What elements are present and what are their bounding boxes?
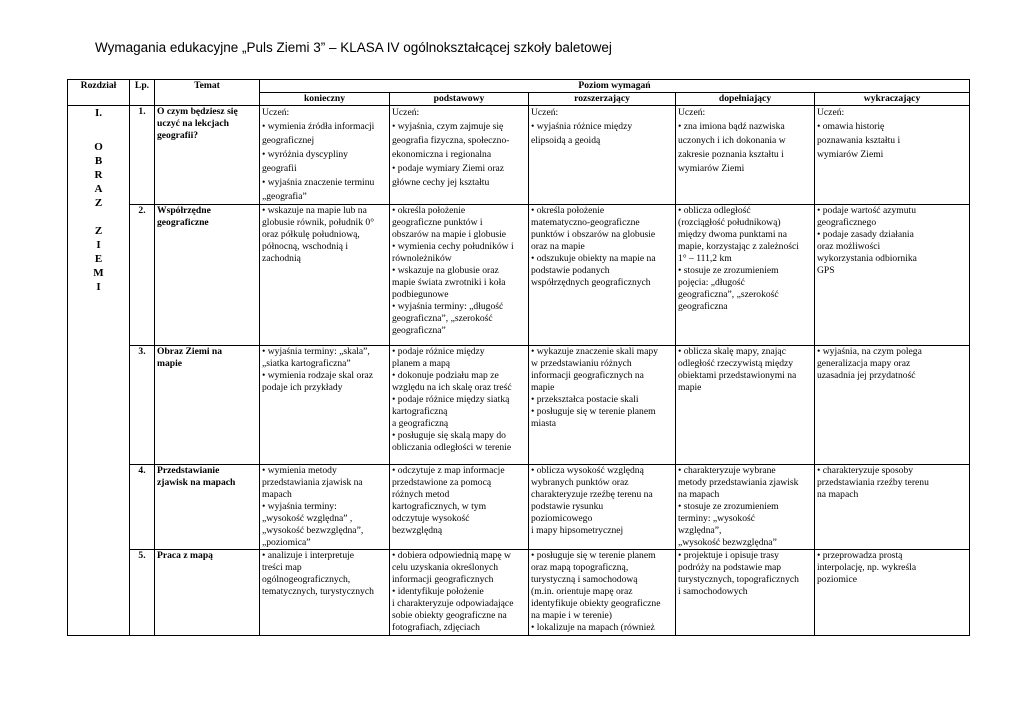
requirement-line: i samochodowych — [678, 586, 748, 597]
requirement-line: na mapach — [817, 489, 859, 500]
chapter-letter: I — [96, 281, 101, 293]
topic-line: geografii? — [157, 130, 199, 141]
requirement-cell-wykraczajacy — [815, 550, 970, 636]
requirement-line: • oblicza odległość — [678, 205, 751, 216]
requirement-line: i mapy hipsometrycznej — [531, 525, 624, 536]
requirement-line: elipsoidą a geoidą — [531, 135, 601, 146]
requirement-line: ogólnogeograficznych, — [262, 574, 351, 585]
chapter-letter: Z — [94, 197, 103, 209]
topic-line: Przedstawianie — [157, 465, 220, 476]
table-row — [68, 205, 970, 346]
requirement-cell-wykraczajacy — [815, 346, 970, 465]
requirement-line: • lokalizuje na mapach (również — [531, 622, 655, 633]
requirement-line: oraz możliwości — [817, 241, 881, 252]
requirement-line: • odszukuje obiekty na mapie na — [531, 253, 656, 264]
requirement-line: geografia fizyczna, społeczno- — [392, 135, 510, 146]
chapter-letter: Z — [94, 225, 103, 237]
header-level-podstawowy: podstawowy — [390, 93, 529, 106]
requirement-line: • posługuje się w terenie planem — [531, 550, 656, 561]
requirement-line: poziomicowego — [531, 513, 593, 524]
requirement-line: główne cechy jej kształtu — [392, 177, 490, 188]
requirement-line: kartograficznych, w tym — [392, 501, 487, 512]
table-row — [68, 106, 970, 205]
lesson-number: 3. — [130, 346, 155, 465]
lesson-topic — [155, 550, 260, 636]
requirement-line: przedstawione za pomocą — [392, 477, 492, 488]
requirement-line: • oblicza skalę mapy, znając — [678, 346, 786, 357]
topic-line: Współrzędne — [157, 205, 211, 216]
requirement-line: • wyjaśnia terminy: „długość — [392, 301, 504, 312]
chapter-letter: A — [94, 183, 103, 195]
requirement-line: „siatka kartograficzna” — [262, 358, 351, 369]
requirement-line: • wymienia metody — [262, 465, 337, 476]
requirement-line: mapie — [678, 382, 702, 393]
requirement-line: „wysokość bezwzględna”, — [262, 525, 364, 536]
requirement-line: • dokonuje podziału map ze — [392, 370, 499, 381]
requirement-line: przedstawiania zjawisk na — [262, 477, 363, 488]
requirement-line: celu uzyskania określonych — [392, 562, 499, 573]
header-level-dopelniajacy: dopełniający — [676, 93, 815, 106]
header-level-wykraczajacy: wykraczający — [815, 93, 970, 106]
requirement-line: • określa położenie — [392, 205, 466, 216]
requirement-line: między dwoma punktami na — [678, 229, 787, 240]
requirement-line: • identyfikuje położenie — [392, 586, 484, 597]
requirement-line: na mapie i w terenie) — [531, 610, 612, 621]
requirement-line: • wyjaśnia terminy: „skala”, — [262, 346, 370, 357]
requirement-line: podstawie rysunku — [531, 501, 604, 512]
header-level-konieczny: konieczny — [260, 93, 390, 106]
requirement-cell-rozszerzajacy — [529, 346, 676, 465]
requirement-line: geograficzna”, „szerokość — [392, 313, 493, 324]
requirement-line: geograficzna”, „szerokość — [678, 289, 779, 300]
requirement-line: geograficzne punktów i — [392, 217, 483, 228]
requirement-line: mapie świata zwrotniki i koła — [392, 277, 506, 288]
lesson-topic — [155, 205, 260, 346]
requirement-line: • wskazuje na globusie oraz — [392, 265, 499, 276]
requirement-line: • projektuje i opisuje trasy — [678, 550, 779, 561]
requirement-line: wybranych punktów oraz — [531, 477, 629, 488]
requirement-line: względna”, — [678, 525, 722, 536]
requirement-cell-podstawowy — [390, 205, 529, 346]
page-title: Wymagania edukacyjne „Puls Ziemi 3” – KLASA IV ogólnokształcącej szkoły baletowej — [95, 40, 612, 55]
requirement-line: zakresie poznania kształtu i — [678, 149, 784, 160]
requirement-line: wymiarów Ziemi — [678, 163, 745, 174]
requirement-cell-wykraczajacy — [815, 205, 970, 346]
header-topic: Temat — [155, 80, 260, 106]
requirement-line: geograficzna” — [392, 325, 446, 336]
requirement-line: • wymienia cechy południków i — [392, 241, 514, 252]
requirement-line: identyfikuje obiekty geograficzne — [531, 598, 661, 609]
lesson-topic — [155, 465, 260, 550]
requirement-line: • analizuje i interpretuje — [262, 550, 355, 561]
requirement-cell-konieczny — [260, 550, 390, 636]
requirement-line: • wyjaśnia terminy: — [262, 501, 337, 512]
requirement-line: podstawie podanych — [531, 265, 610, 276]
requirement-line: podróży na podstawie map — [678, 562, 782, 573]
requirement-line: charakteryzuje rzeźbę terenu na — [531, 489, 653, 500]
requirement-cell-podstawowy — [390, 346, 529, 465]
topic-line: uczyć na lekcjach — [157, 118, 229, 129]
requirement-line: obszarów na mapie i globusie — [392, 229, 507, 240]
topic-line: zjawisk na mapach — [157, 477, 236, 488]
requirement-line: oraz na mapie — [531, 241, 585, 252]
requirement-cell-podstawowy — [390, 550, 529, 636]
requirement-line: na mapach — [678, 489, 720, 500]
requirement-line: względu na ich skalę oraz treść — [392, 382, 512, 393]
requirement-line: obliczania odległości w terenie — [392, 442, 512, 453]
requirement-line: uzasadnia jej przydatność — [817, 370, 916, 381]
lesson-number: 5. — [130, 550, 155, 636]
requirement-line: • podaje wymiary Ziemi oraz — [392, 163, 505, 174]
requirement-line: matematyczno-geograficzne — [531, 217, 640, 228]
topic-line: mapie — [157, 358, 183, 369]
requirement-line: treści map — [262, 562, 302, 573]
requirement-line: podaje ich przykłady — [262, 382, 343, 393]
requirement-line: • wskazuje na mapie lub na — [262, 205, 367, 216]
requirement-line: terminy: „wysokość — [678, 513, 756, 524]
requirement-line: • omawia historię — [817, 121, 885, 132]
table-row — [68, 465, 970, 550]
requirement-line: • posługuje się skalą mapy do — [392, 430, 506, 441]
chapter-letter: R — [94, 169, 103, 181]
requirement-line: a geograficzną — [392, 418, 449, 429]
chapter-letter: E — [94, 253, 103, 265]
requirement-line: • wyjaśnia różnice między — [531, 121, 633, 132]
requirement-line: generalizacja mapy oraz — [817, 358, 911, 369]
table-row — [68, 346, 970, 465]
requirement-line: obiektami przedstawionymi na — [678, 370, 797, 381]
requirement-cell-wykraczajacy — [815, 465, 970, 550]
topic-line: geograficzne — [157, 217, 209, 228]
header-chapter: Rozdział — [68, 80, 130, 106]
requirement-line: wykorzystania odbiornika — [817, 253, 917, 264]
requirement-line: różnych metod — [392, 489, 450, 500]
requirement-line: • podaje różnice między siatką — [392, 394, 510, 405]
requirement-cell-podstawowy — [390, 106, 529, 205]
requirement-line: w przedstawianiu różnych — [531, 358, 632, 369]
requirement-line: • przekształca postacie skali — [531, 394, 639, 405]
requirement-line: poznawania kształtu i — [817, 135, 901, 146]
requirement-line: równoleżników — [392, 253, 452, 264]
requirement-cell-konieczny — [260, 346, 390, 465]
header-level-rozszerzajacy: rozszerzający — [529, 93, 676, 106]
requirement-line: geograficznego — [817, 217, 877, 228]
requirement-cell-konieczny — [260, 106, 390, 205]
requirement-line: turystyczną i samochodową — [531, 574, 638, 585]
requirement-line: planem a mapą — [392, 358, 451, 369]
requirement-line: miasta — [531, 418, 557, 429]
header-lp: Lp. — [130, 80, 155, 106]
requirement-line: • wyjaśnia, czym zajmuje się — [392, 121, 504, 132]
requirement-line: geograficzna — [678, 301, 728, 312]
requirement-line: • określa położenie — [531, 205, 605, 216]
requirement-line: Uczeń: — [262, 107, 290, 118]
requirement-line: turystycznych, topograficznych — [678, 574, 799, 585]
requirement-line: informacji geograficznych na — [531, 370, 644, 381]
requirement-line: ekonomiczna i regionalna — [392, 149, 492, 160]
requirement-line: uczonych i ich dokonania w — [678, 135, 786, 146]
requirement-line: • odczytuje z map informacje — [392, 465, 505, 476]
lesson-number: 2. — [130, 205, 155, 346]
table-row — [68, 550, 970, 636]
requirement-cell-rozszerzajacy — [529, 550, 676, 636]
topic-line: Obraz Ziemi na — [157, 346, 223, 357]
requirements-table — [67, 79, 970, 636]
requirement-line: • posługuje się w terenie planem — [531, 406, 656, 417]
requirement-line: Uczeń: — [531, 107, 559, 118]
requirement-line: oraz mapą topograficzną, — [531, 562, 629, 573]
requirement-line: • wyróżnia dyscypliny — [262, 149, 348, 160]
header-levels-group: Poziom wymagań — [260, 80, 970, 93]
requirement-line: Uczeń: — [392, 107, 420, 118]
requirement-cell-podstawowy — [390, 465, 529, 550]
requirement-line: (rozciągłość południkową) — [678, 217, 781, 228]
requirement-line: podbiegunowe — [392, 289, 449, 300]
lesson-number: 1. — [130, 106, 155, 205]
requirement-line: • dobiera odpowiednią mapę w — [392, 550, 511, 561]
requirement-line: i charakteryzuje odpowiadające — [392, 598, 514, 609]
requirement-line: geografii — [262, 163, 297, 174]
requirement-cell-dopelniajacy — [676, 346, 815, 465]
requirement-line: poziomice — [817, 574, 857, 585]
requirement-line: (m.in. orientuje mapę oraz — [531, 586, 633, 597]
requirement-line: oraz półkulę południową, — [262, 229, 360, 240]
requirement-line: • podaje różnice między — [392, 346, 485, 357]
requirement-line: fotografiach, zdjęciach — [392, 622, 480, 633]
requirement-line: przedstawiania rzeźby terenu — [817, 477, 929, 488]
requirement-line: • zna imiona bądź nazwiska — [678, 121, 785, 132]
requirement-cell-rozszerzajacy — [529, 465, 676, 550]
chapter-letter: O — [94, 141, 103, 153]
requirement-line: • wykazuje znaczenie skali mapy — [531, 346, 658, 357]
requirement-line: interpolację, np. wykreśla — [817, 562, 917, 573]
requirement-line: punktów i obszarów na globusie — [531, 229, 656, 240]
chapter-letter: I — [96, 239, 101, 251]
requirement-line: mapie — [531, 382, 555, 393]
requirement-line: „wysokość bezwzględna” — [678, 537, 777, 548]
requirement-line: odległość rzeczywistą między — [678, 358, 794, 369]
requirement-cell-dopelniajacy — [676, 465, 815, 550]
lesson-number: 4. — [130, 465, 155, 550]
header-row-1 — [68, 80, 970, 93]
requirement-line: współrzędnych geograficznych — [531, 277, 651, 288]
requirement-line: północną, wschodnią i — [262, 241, 349, 252]
requirement-line: Uczeń: — [678, 107, 706, 118]
requirement-cell-konieczny — [260, 205, 390, 346]
requirement-line: 1° – 111,2 km — [678, 253, 732, 264]
requirement-line: • wymienia rodzaje skal oraz — [262, 370, 373, 381]
chapter-letter: M — [93, 267, 104, 279]
requirement-line: mapach — [262, 489, 292, 500]
requirement-cell-konieczny — [260, 465, 390, 550]
requirement-line: • wymienia źródła informacji — [262, 121, 375, 132]
requirement-line: GPS — [817, 265, 835, 276]
requirement-cell-dopelniajacy — [676, 106, 815, 205]
requirement-line: • stosuje ze zrozumieniem — [678, 501, 779, 512]
requirement-line: „poziomica” — [262, 537, 311, 548]
chapter-number: I. — [94, 107, 103, 119]
chapter-label — [68, 106, 130, 636]
requirement-line: • wyjaśnia, na czym polega — [817, 346, 922, 357]
topic-line: Praca z mapą — [157, 550, 213, 561]
requirement-line: „wysokość względna” , — [262, 513, 353, 524]
requirement-line: • charakteryzuje sposoby — [817, 465, 914, 476]
requirement-line: odczytuje wysokość — [392, 513, 470, 524]
requirement-line: Uczeń: — [817, 107, 845, 118]
requirement-line: • charakteryzuje wybrane — [678, 465, 776, 476]
requirement-cell-dopelniajacy — [676, 205, 815, 346]
requirement-line: • wyjaśnia znaczenie terminu — [262, 177, 375, 188]
requirement-line: wymiarów Ziemi — [817, 149, 884, 160]
requirement-cell-dopelniajacy — [676, 550, 815, 636]
requirement-line: pojęcia: „długość — [678, 277, 745, 288]
requirement-line: „geografia” — [262, 191, 307, 202]
requirement-line: mapie, korzystając z zależności — [678, 241, 799, 252]
requirement-line: kartograficzną — [392, 406, 448, 417]
requirement-line: metody przedstawiania zjawisk — [678, 477, 799, 488]
requirement-line: bezwzględną — [392, 525, 443, 536]
requirement-line: zachodnią — [262, 253, 301, 264]
requirement-line: • oblicza wysokość względną — [531, 465, 644, 476]
lesson-topic — [155, 346, 260, 465]
requirement-line: • podaje wartość azymutu — [817, 205, 916, 216]
requirement-cell-rozszerzajacy — [529, 205, 676, 346]
requirement-line: • podaje zasady działania — [817, 229, 914, 240]
requirement-line: sobie obiekty geograficzne na — [392, 610, 507, 621]
requirement-line: • przeprowadza prostą — [817, 550, 903, 561]
chapter-letter: B — [94, 155, 103, 167]
requirement-cell-wykraczajacy — [815, 106, 970, 205]
lesson-topic — [155, 106, 260, 205]
requirement-cell-rozszerzajacy — [529, 106, 676, 205]
requirement-line: tematycznych, turystycznych — [262, 586, 374, 597]
requirement-line: globusie równik, południk 0° — [262, 217, 375, 228]
requirement-line: • stosuje ze zrozumieniem — [678, 265, 779, 276]
topic-line: O czym będziesz się — [157, 106, 238, 117]
requirement-line: informacji geograficznych — [392, 574, 494, 585]
requirement-line: geograficznej — [262, 135, 315, 146]
